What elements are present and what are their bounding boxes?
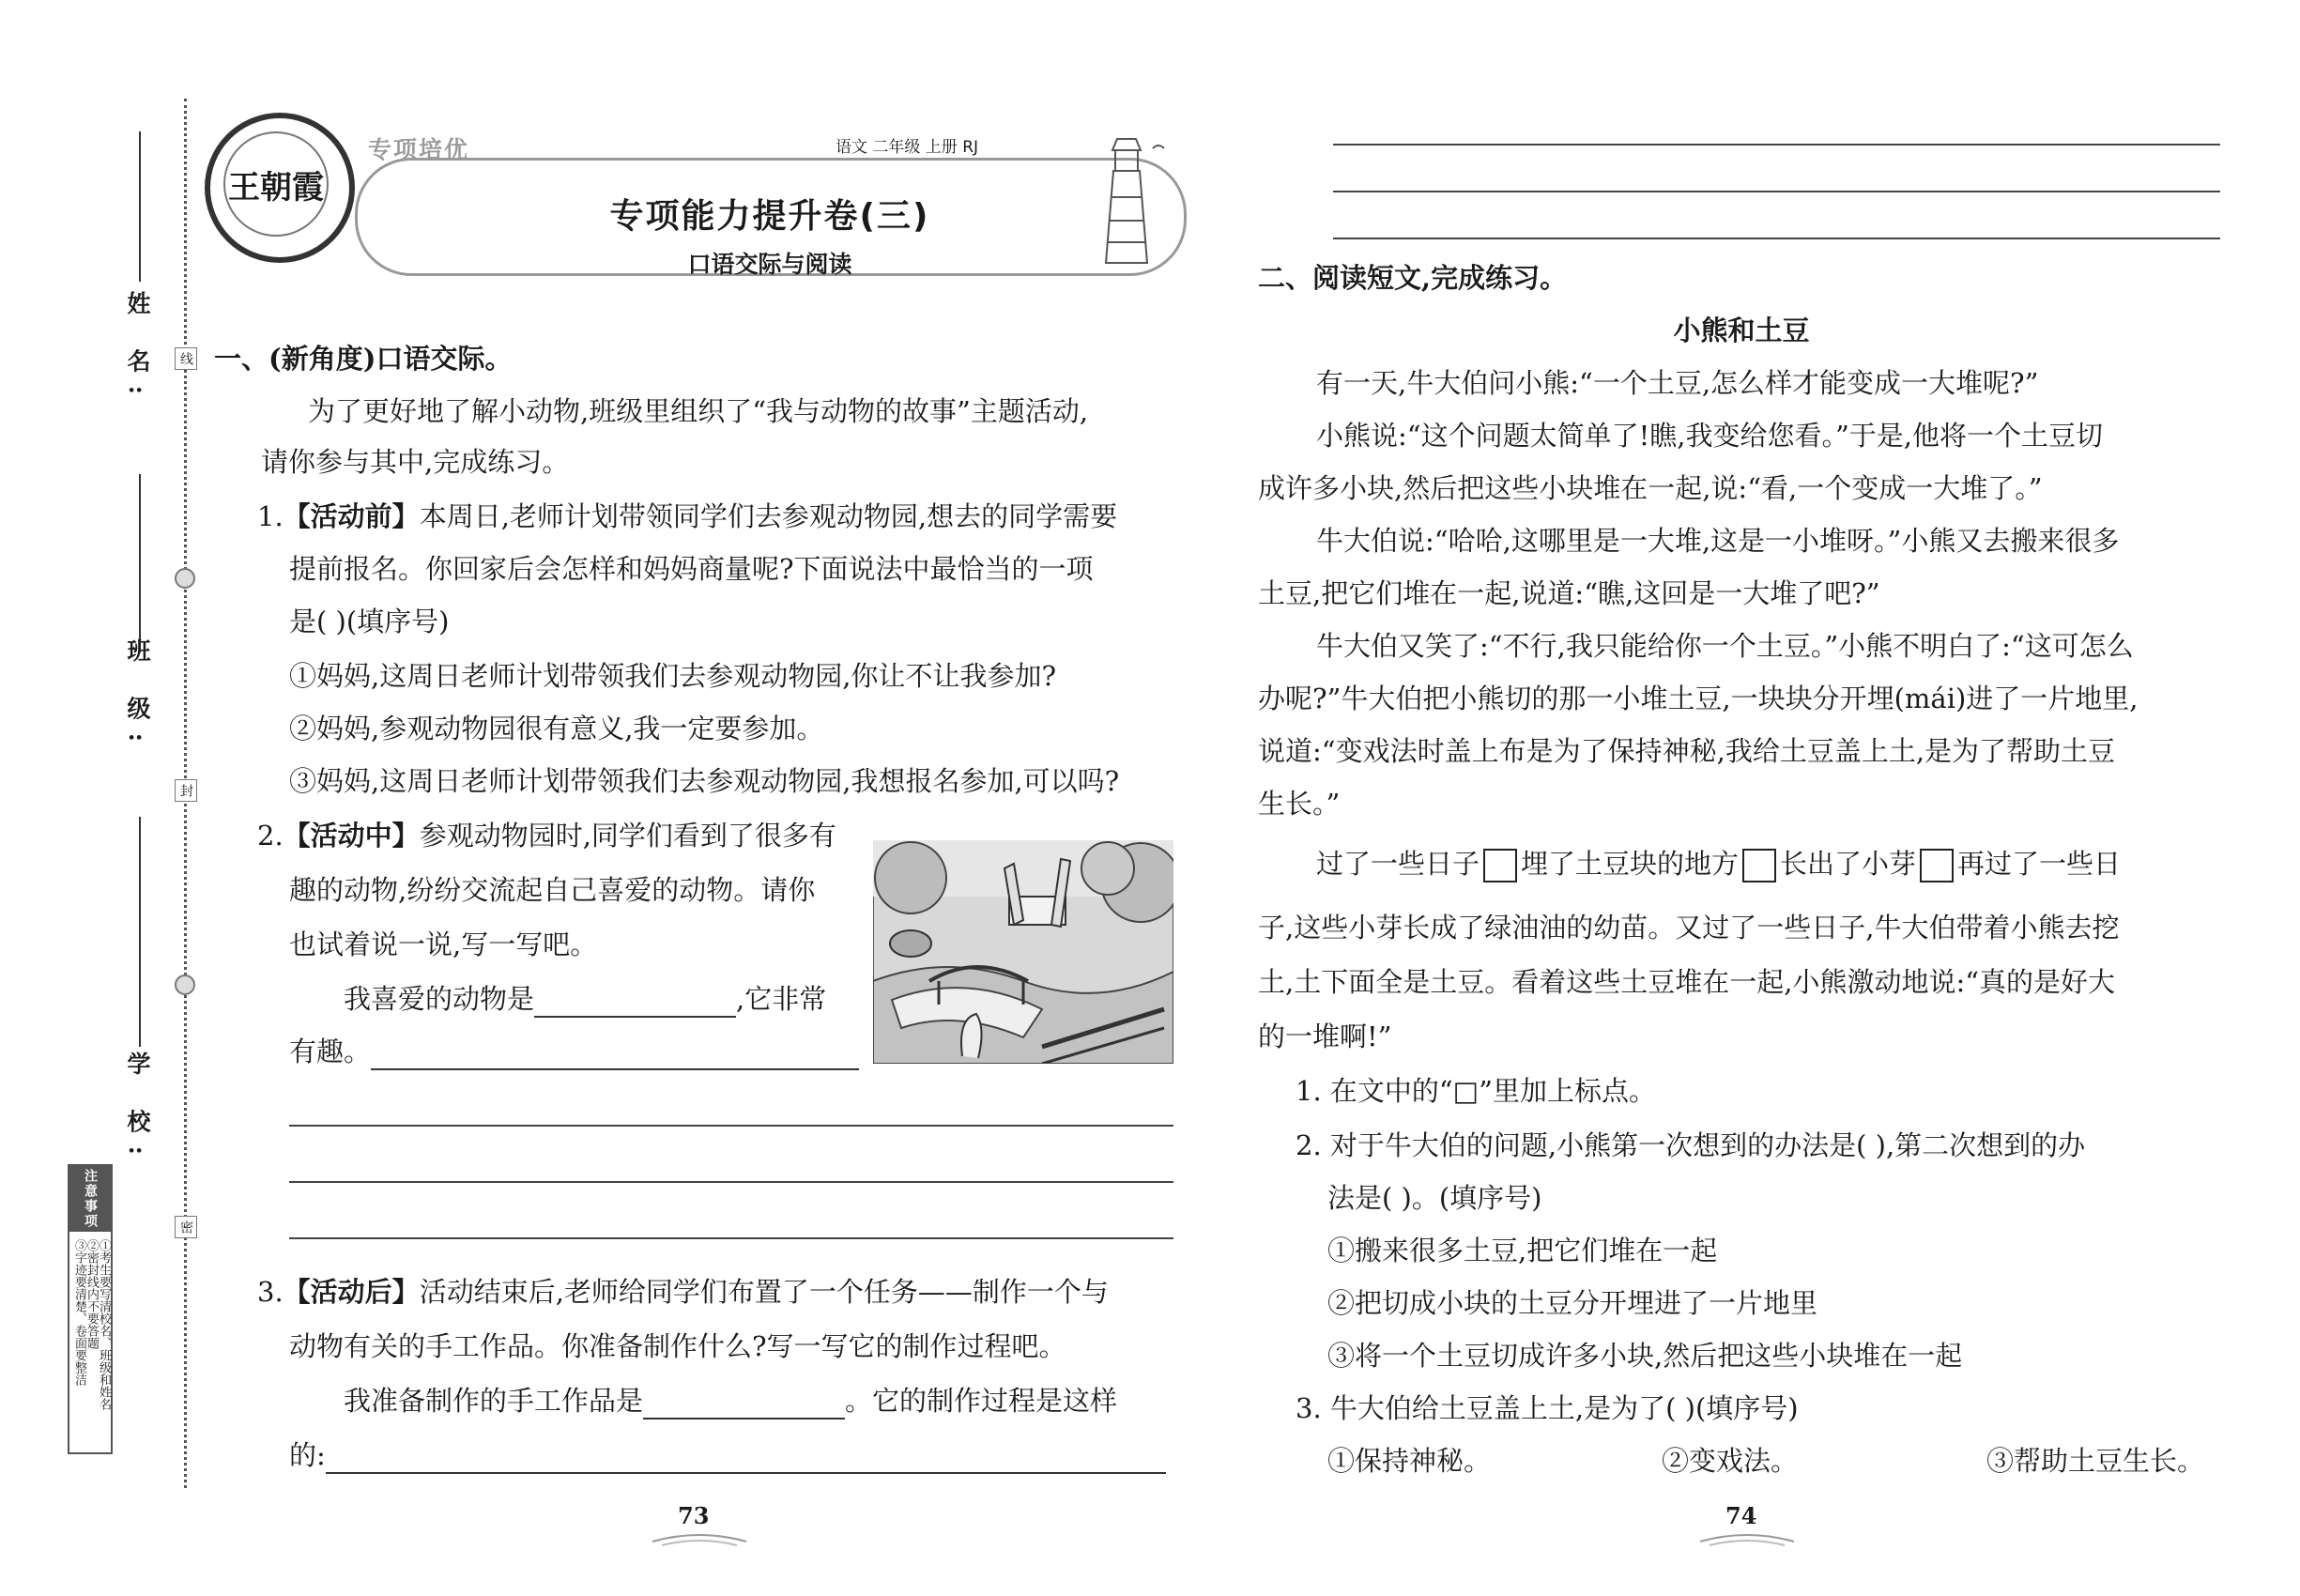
- answer-blank[interactable]: [371, 1040, 859, 1070]
- q3-option: ①保持神秘。: [1327, 1445, 1492, 1477]
- answer-blank[interactable]: [326, 1444, 1166, 1474]
- school-write-line: [139, 817, 141, 1047]
- notice-item: ①考生要写清校名、班级和姓名: [97, 1239, 111, 1410]
- reading-question: 2. 对于牛大伯的问题,小熊第一次想到的办法是( ),第二次想到的办: [1296, 1129, 2086, 1161]
- q1-option: ②妈妈,参观动物园很有意义,我一定要参加。: [289, 713, 824, 744]
- q2-fill: 有趣。: [289, 1033, 859, 1070]
- q2-option: ②把切成小块的土豆分开埋进了一片地里: [1327, 1287, 1818, 1319]
- name-label: 姓 名:: [124, 291, 151, 407]
- q2-fill: 我喜爱的动物是 ,它非常: [344, 980, 826, 1018]
- reading-question: 法是( )。(填序号): [1327, 1182, 1542, 1214]
- q2-text: 也试着说一说,写一写吧。: [289, 928, 598, 960]
- subject-line: 语文 二年级 上册 RJ: [836, 138, 979, 157]
- page-ornament-icon: [1695, 1530, 1799, 1549]
- section1-intro: 为了更好地了解小动物,班级里组织了“我与动物的故事”主题活动,: [308, 395, 1089, 427]
- notice-item: ②密封线内不要答题: [84, 1239, 99, 1349]
- seal-marker-seal: 封: [175, 779, 197, 802]
- class-label: 班 级:: [124, 638, 151, 755]
- punctuation-box[interactable]: [1483, 849, 1517, 882]
- section1-intro: 请你参与其中,完成练习。: [261, 446, 570, 478]
- answer-line[interactable]: [289, 1237, 1173, 1239]
- series-tag: 专项培优: [368, 136, 470, 163]
- q1-option: ①妈妈,这周日老师计划带领我们去参观动物园,你让不让我参加?: [289, 660, 1056, 692]
- answer-line[interactable]: [1333, 144, 2220, 146]
- story-paragraph-with-boxes: 过了一些日子 埋了土豆块的地方 长出了小芽 再过了一些日: [1316, 845, 2121, 882]
- page-number-right: 74: [1725, 1502, 1757, 1529]
- school-label: 学 校:: [124, 1051, 151, 1168]
- page-number-left: 73: [678, 1502, 710, 1529]
- q3-text: 3.【活动后】活动结束后,老师给同学们布置了一个任务——制作一个与: [257, 1276, 1109, 1308]
- answer-line[interactable]: [289, 1181, 1173, 1183]
- story-paragraph: 牛大伯说:“哈哈,这哪里是一大堆,这是一小堆呀。”小熊又去搬来很多: [1316, 525, 2120, 557]
- punctuation-box[interactable]: [1742, 849, 1776, 882]
- story-paragraph: 土豆,把它们堆在一起,说道:“瞧,这回是一大堆了吧?”: [1258, 577, 1880, 609]
- q1-text: 提前报名。你回家后会怎样和妈妈商量呢?下面说法中最恰当的一项: [289, 553, 1094, 585]
- section1-heading: 一、(新角度)口语交际。: [214, 343, 513, 375]
- q1-text: 1.【活动前】本周日,老师计划带领同学们去参观动物园,想去的同学需要: [257, 500, 1118, 532]
- answer-blank[interactable]: [534, 988, 736, 1018]
- section2-heading: 二、阅读短文,完成练习。: [1258, 262, 1568, 294]
- class-write-line: [139, 474, 141, 652]
- story-paragraph: 成许多小块,然后把这些小块堆在一起,说:“看,一个变成一大堆了。”: [1258, 472, 2043, 504]
- story-title: 小熊和土豆: [1673, 315, 1810, 346]
- reading-question: 1. 在文中的“□”里加上标点。: [1296, 1075, 1656, 1107]
- story-paragraph: 小熊说:“这个问题太简单了!瞧,我变给您看。”于是,他将一个土豆切: [1316, 420, 2104, 452]
- story-paragraph: 说道:“变戏法时盖上布是为了保持神秘,我给土豆盖上土,是为了帮助土豆: [1258, 735, 2116, 767]
- punctuation-box[interactable]: [1920, 849, 1954, 882]
- q2-option: ③将一个土豆切成许多小块,然后把这些小块堆在一起: [1327, 1340, 1963, 1372]
- notice-title: 注意事项: [69, 1166, 111, 1232]
- story-paragraph: 有一天,牛大伯问小熊:“一个土豆,怎么样才能变成一大堆呢?”: [1316, 367, 2039, 399]
- q1-option: ③妈妈,这周日老师计划带领我们去参观动物园,我想报名参加,可以吗?: [289, 765, 1120, 797]
- seal-marker-line: 线: [175, 347, 197, 370]
- page-title: 专项能力提升卷(三): [609, 197, 930, 236]
- notice-items: [73, 1239, 110, 1446]
- answer-line[interactable]: [289, 1125, 1173, 1127]
- q3-text: 动物有关的手工作品。你准备制作什么?写一写它的制作过程吧。: [289, 1330, 1066, 1362]
- seal-marker-secret: 密: [175, 1216, 197, 1238]
- notice-box: [68, 1164, 113, 1454]
- publisher-logo: [205, 113, 355, 263]
- story-paragraph: 牛大伯又笑了:“不行,我只能给你一个土豆。”小熊不明白了:“这可怎么: [1316, 630, 2134, 662]
- q3-option: ②变戏法。: [1662, 1445, 1799, 1477]
- logo-text: 王朝霞: [223, 131, 329, 237]
- q2-text: 趣的动物,纷纷交流起自己喜爱的动物。请你: [289, 874, 816, 906]
- story-paragraph: 土,土下面全是土豆。看着这些土豆堆在一起,小熊激动地说:“真的是好大: [1258, 966, 2116, 998]
- q2-option: ①搬来很多土豆,把它们堆在一起: [1327, 1235, 1718, 1266]
- q3-fill: 我准备制作的手工作品是 。它的制作过程是这样: [344, 1382, 1117, 1420]
- answer-line[interactable]: [1333, 238, 2220, 239]
- page-ornament-icon: [648, 1530, 751, 1549]
- zoo-illustration: [873, 840, 1173, 1064]
- story-paragraph: 办呢?”牛大伯把小熊切的那一小堆土豆,一块块分开埋(mái)进了一片地里,: [1258, 683, 2139, 714]
- reading-question: 3. 牛大伯给土豆盖上土,是为了( )(填序号): [1296, 1392, 1799, 1424]
- answer-blank[interactable]: [643, 1389, 845, 1420]
- q1-text: 是( )(填序号): [289, 606, 450, 637]
- notice-item: ③字迹要清楚、卷面要整洁: [72, 1239, 86, 1386]
- story-paragraph: 生长。”: [1258, 788, 1341, 820]
- q2-text: 2.【活动中】参观动物园时,同学们看到了很多有: [257, 820, 836, 852]
- binding-hole-icon: [175, 974, 195, 995]
- story-paragraph: 子,这些小芽长成了绿油油的幼苗。又过了一些日子,牛大伯带着小熊去挖: [1258, 912, 2120, 944]
- page-subtitle: 口语交际与阅读: [687, 251, 852, 278]
- q3-option: ③帮助土豆生长。: [1986, 1445, 2205, 1477]
- q3-fill: 的:: [289, 1436, 1166, 1474]
- binding-hole-icon: [175, 568, 195, 589]
- name-write-line: [139, 131, 141, 282]
- answer-line[interactable]: [1333, 191, 2220, 192]
- story-paragraph: 的一堆啊!”: [1258, 1021, 1392, 1052]
- lighthouse-icon: [1080, 131, 1173, 272]
